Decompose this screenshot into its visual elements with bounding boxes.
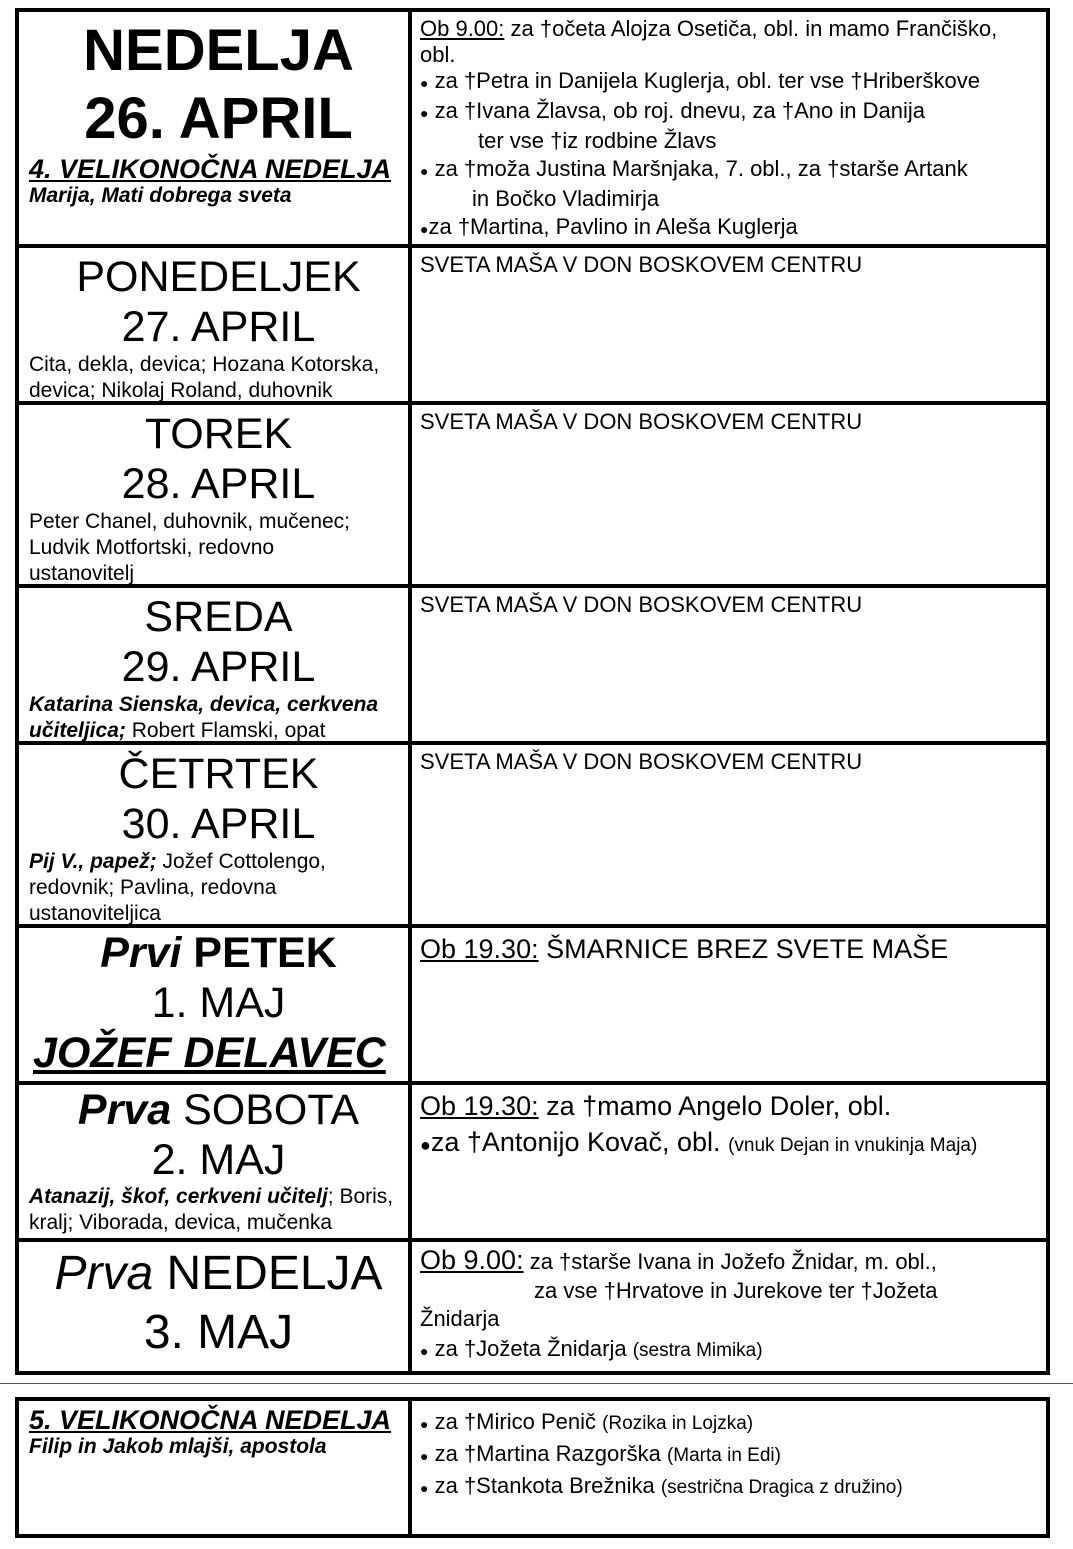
- day-date: 2. MAJ: [151, 1136, 286, 1184]
- mass-time: Ob 9.00:: [420, 16, 505, 41]
- mass-line: [420, 15, 1046, 43]
- day-cell: [19, 1242, 412, 1371]
- mass-line: obl.: [420, 42, 456, 67]
- mass-line: [420, 97, 1046, 127]
- mass-line: SVETA MAŠA V DON BOSKOVEM CENTRU: [420, 409, 863, 434]
- mass-note: (Rozika in Lojzka): [602, 1413, 754, 1434]
- bullet-icon: ●: [420, 1416, 429, 1432]
- day-cell: [19, 248, 412, 401]
- mass-note: (sestrična Dragica z družino): [660, 1477, 903, 1498]
- mass-line: Žnidarja: [420, 1306, 500, 1331]
- mass-text: ŠMARNICE BREZ SVETE MAŠE: [546, 934, 949, 964]
- saint-name: [29, 849, 349, 927]
- day-date: 27. APRIL: [121, 303, 316, 351]
- mass-cell: [412, 12, 1046, 244]
- feast-title: 4. VELIKONOČNA NEDELJA: [29, 154, 392, 184]
- mass-line: [420, 1333, 1046, 1367]
- mass-line: [420, 1245, 1046, 1277]
- saint-secondary: Jožef Cottolengo, redovnik; Pavlina, redovna ustanoviteljica: [29, 850, 326, 925]
- day-prefix: Prva: [54, 1247, 154, 1300]
- mass-cell: [412, 1401, 1046, 1534]
- day-prefix: Prva: [77, 1086, 172, 1134]
- page-divider: [0, 1383, 1073, 1384]
- mass-line: [420, 1407, 1046, 1439]
- mass-text: za †Mirico Penič: [434, 1409, 596, 1434]
- mass-line: [420, 67, 1046, 97]
- day-date: 29. APRIL: [121, 643, 316, 691]
- schedule-row-saturday-2: [19, 1085, 1046, 1242]
- mass-line: [420, 931, 1046, 967]
- day-name: [29, 1085, 408, 1132]
- mass-line: [420, 1124, 1046, 1164]
- saint-secondary: ; Boris, kralj; Viborada, devica, mučenka: [29, 1185, 394, 1234]
- day-cell: [19, 405, 412, 584]
- mass-cell: [412, 248, 1046, 401]
- feast-title: JOŽEF DELAVEC: [33, 1029, 386, 1077]
- day-cell: [19, 745, 412, 924]
- day-name: TOREK: [144, 410, 293, 458]
- day-date: 28. APRIL: [121, 460, 316, 508]
- saint-name: Marija, Mati dobrega sveta: [29, 184, 292, 207]
- mass-line: [420, 213, 1046, 243]
- continuation-table: [15, 1397, 1050, 1538]
- saint-name: Filip in Jakob mlajši, apostola: [29, 1435, 327, 1458]
- saint-primary: Pij V., papež;: [29, 850, 157, 873]
- mass-cell: [412, 928, 1046, 1081]
- mass-time: Ob 19.30:: [420, 934, 539, 964]
- saint-name: Peter Chanel, duhovnik, mučenec; Ludvik Motfortski, redovno ustanovitelj: [29, 510, 351, 585]
- saint-primary: Atanazij, škof, cerkveni učitelj: [29, 1185, 328, 1208]
- saint-name: [29, 1184, 408, 1236]
- mass-text: za †Jožeta Žnidarja: [434, 1336, 627, 1361]
- schedule-row-continuation: [19, 1401, 1046, 1534]
- mass-text: za †starše Ivana in Jožefo Žnidar, m. obl.,: [529, 1249, 937, 1274]
- bullet-icon: ●: [420, 163, 429, 179]
- mass-line: [420, 1471, 1046, 1503]
- day-name: ČETRTEK: [118, 750, 319, 798]
- day-cell: [19, 1085, 412, 1238]
- bullet-icon: ●: [420, 221, 429, 237]
- mass-cell: [412, 588, 1046, 741]
- mass-line: za vse †Hrvatove in Jurekove ter †Jožeta: [534, 1278, 938, 1303]
- mass-note: (Marta in Edi): [666, 1445, 781, 1466]
- mass-text: za †moža Justina Maršnjaka, 7. obl., za †starše Artank: [434, 156, 968, 181]
- mass-cell: [412, 1242, 1046, 1371]
- mass-text: za †Antonijo Kovač, obl.: [430, 1127, 721, 1157]
- day-name-text: PETEK: [181, 929, 337, 977]
- mass-line: in Bočko Vladimirja: [472, 186, 660, 211]
- bullet-icon: ●: [420, 1480, 429, 1496]
- schedule-row-tuesday-28: [19, 405, 1046, 588]
- day-date: 1. MAJ: [151, 979, 286, 1027]
- mass-line: SVETA MAŠA V DON BOSKOVEM CENTRU: [420, 749, 863, 774]
- schedule-row-friday-1: [19, 928, 1046, 1085]
- day-name: PONEDELJEK: [76, 253, 361, 301]
- day-prefix: Prvi: [100, 929, 182, 977]
- day-cell: [19, 1401, 412, 1534]
- mass-cell: [412, 745, 1046, 924]
- feast-title: 5. VELIKONOČNA NEDELJA: [29, 1405, 392, 1435]
- saint-primary: Katarina Sienska, devica, cerkvena učiteljica;: [29, 693, 379, 742]
- schedule-table: [15, 8, 1050, 1375]
- mass-line: [420, 1439, 1046, 1471]
- saint-name: Cita, dekla, devica; Hozana Kotorska, devica; Nikolaj Roland, duhovnik: [29, 353, 380, 402]
- mass-text: za †Martina, Pavlino in Aleša Kuglerja: [428, 214, 798, 239]
- schedule-row-monday-27: [19, 248, 1046, 405]
- bullet-icon: ●: [420, 1448, 429, 1464]
- day-cell: [19, 928, 412, 1081]
- day-name-text: SOBOTA: [171, 1086, 360, 1134]
- day-name: NEDELJA: [83, 18, 354, 83]
- mass-cell: [412, 1085, 1046, 1238]
- bullet-icon: ●: [420, 105, 429, 121]
- day-cell: [19, 588, 412, 741]
- mass-note: (vnuk Dejan in vnukinja Maja): [728, 1135, 978, 1156]
- day-date: 3. MAJ: [143, 1306, 294, 1359]
- bullet-icon: ●: [420, 1135, 431, 1155]
- bullet-icon: ●: [420, 75, 429, 91]
- day-date: 30. APRIL: [121, 800, 316, 848]
- bullet-icon: ●: [420, 1343, 429, 1359]
- mass-text: za †Stankota Brežnika: [434, 1473, 655, 1498]
- day-name: [29, 1242, 408, 1298]
- day-cell: [19, 12, 412, 244]
- mass-line: [420, 155, 1046, 185]
- day-name-text: NEDELJA: [153, 1247, 383, 1300]
- mass-text: za †očeta Alojza Osetiča, obl. in mamo Frančiško,: [510, 16, 998, 41]
- mass-text: za †Martina Razgorška: [434, 1441, 661, 1466]
- mass-cell: [412, 405, 1046, 584]
- mass-line: [420, 1088, 1046, 1124]
- day-date: 26. APRIL: [84, 86, 353, 151]
- schedule-row-thursday-30: [19, 745, 1046, 928]
- day-name: [29, 928, 408, 975]
- saint-name: [29, 692, 408, 744]
- mass-line: ter vse †iz rodbine Žlavs: [478, 128, 717, 153]
- mass-time: Ob 19.30:: [420, 1091, 539, 1121]
- saint-secondary: Robert Flamski, opat: [125, 719, 326, 742]
- schedule-row-sunday-3: [19, 1242, 1046, 1371]
- schedule-row-wednesday-29: [19, 588, 1046, 745]
- mass-text: za †Petra in Danijela Kuglerja, obl. ter vse †Hriberškove: [434, 68, 980, 93]
- mass-note: (sestra Mimika): [632, 1340, 763, 1361]
- mass-time: Ob 9.00:: [420, 1245, 524, 1275]
- mass-line: SVETA MAŠA V DON BOSKOVEM CENTRU: [420, 252, 863, 277]
- mass-line: SVETA MAŠA V DON BOSKOVEM CENTRU: [420, 592, 863, 617]
- day-name: SREDA: [144, 593, 293, 641]
- mass-text: za †Ivana Žlavsa, ob roj. dnevu, za †Ano in Danija: [434, 98, 925, 123]
- schedule-row-sunday-26: [19, 12, 1046, 248]
- mass-text: za †mamo Angelo Doler, obl.: [546, 1091, 892, 1121]
